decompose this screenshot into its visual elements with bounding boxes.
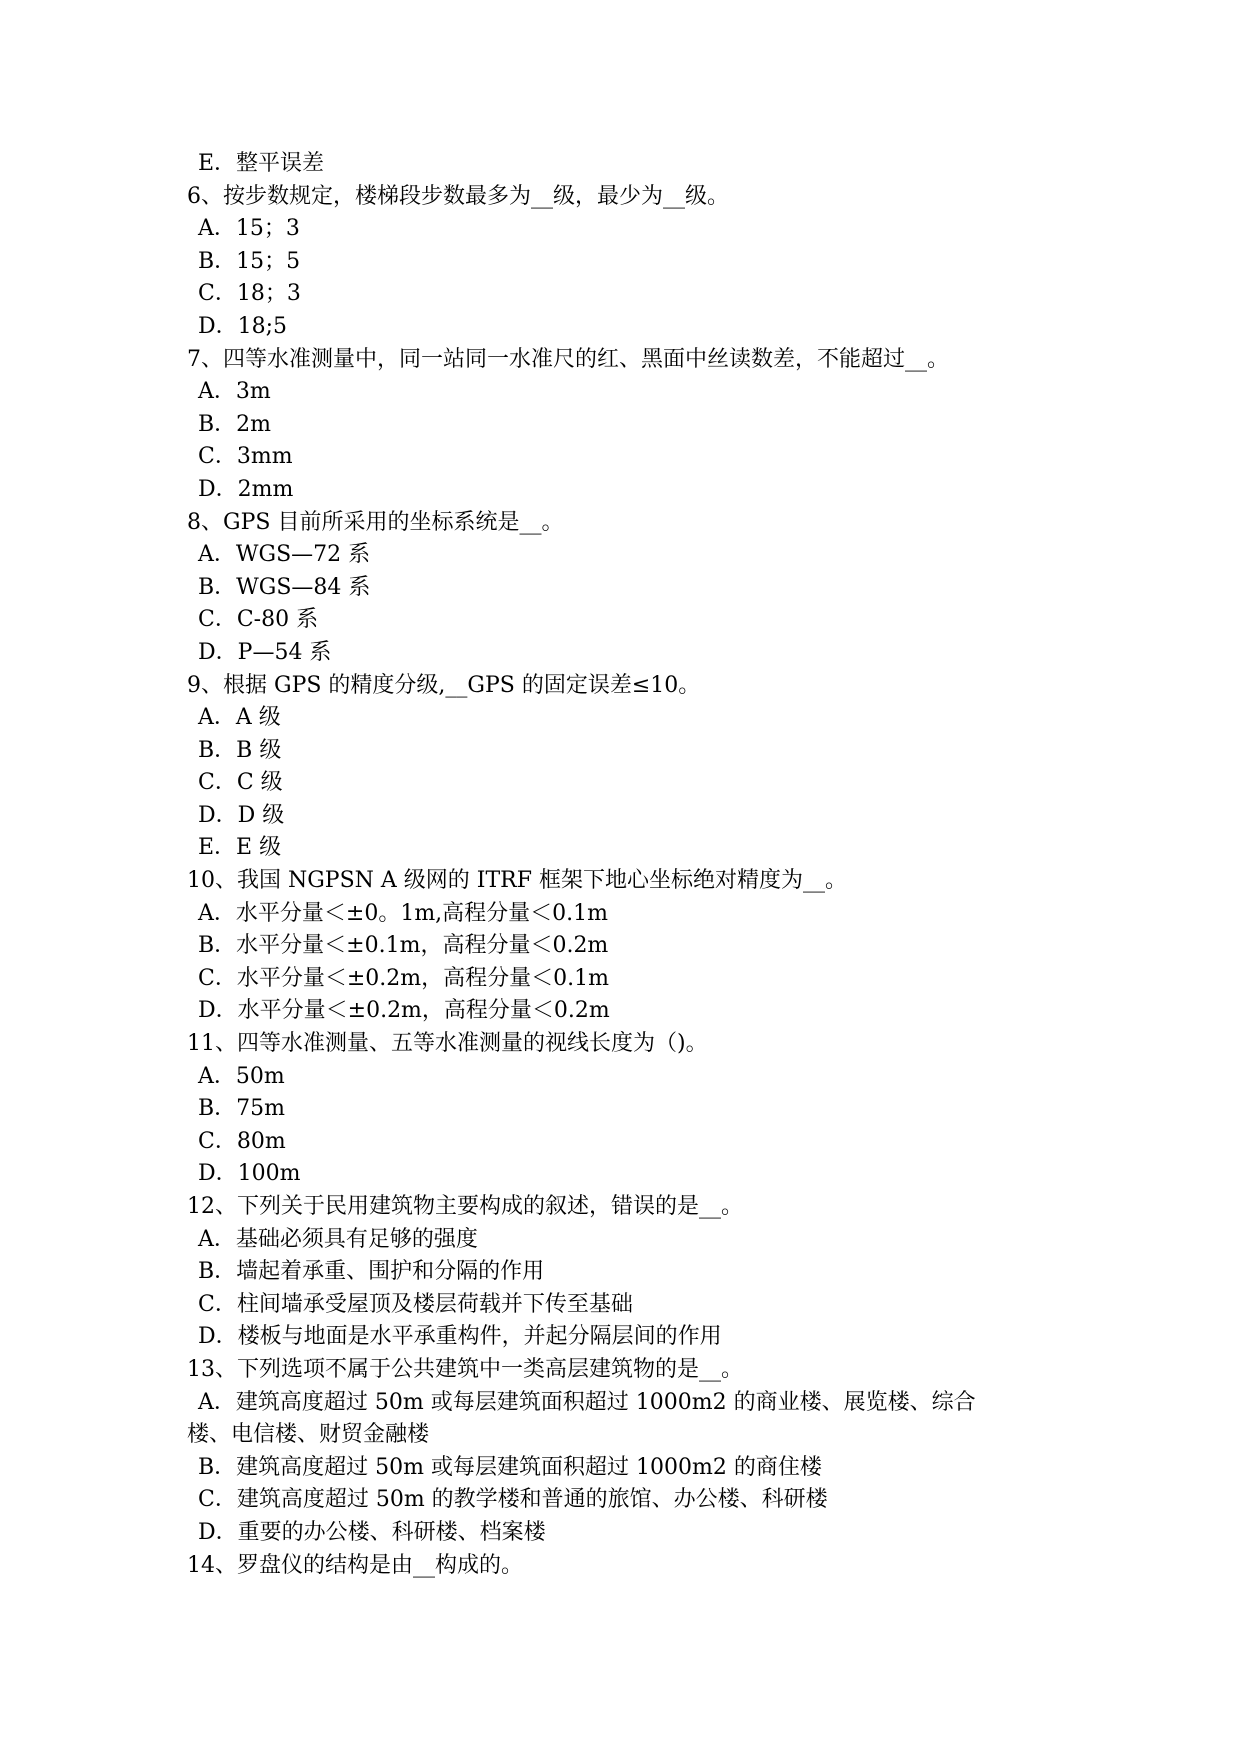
question-6: 6、按步数规定，楼梯段步数最多为__级，最少为__级。 bbox=[187, 183, 729, 209]
question-14: 14、罗盘仪的结构是由__构成的。 bbox=[187, 1552, 523, 1578]
option-c-q11: C．80m bbox=[198, 1128, 286, 1154]
document-page bbox=[187, 148, 1067, 1582]
option-c-q10: C．水平分量＜±0.2m，高程分量＜0.1m bbox=[198, 965, 609, 991]
question-11: 11、四等水准测量、五等水准测量的视线长度为（)。 bbox=[187, 1031, 708, 1057]
option-d-q8: D．P—54 系 bbox=[198, 639, 332, 665]
option-a-q9: A．A 级 bbox=[198, 705, 281, 731]
option-a-q13: A．建筑高度超过 50m 或每层建筑面积超过 1000m2 的商业楼、展览楼、综合 bbox=[198, 1389, 976, 1415]
question-12: 12、下列关于民用建筑物主要构成的叙述，错误的是__。 bbox=[187, 1194, 743, 1219]
option-b-q12: B．墙起着承重、围护和分隔的作用 bbox=[198, 1259, 545, 1285]
option-a-q11: A．50m bbox=[198, 1063, 285, 1089]
option-a-q8: A．WGS—72 系 bbox=[198, 542, 371, 568]
question-9: 9、根据 GPS 的精度分级,__GPS 的固定误差≤10。 bbox=[187, 672, 701, 698]
option-a-q6: A．15；3 bbox=[198, 216, 300, 242]
option-d-q11: D．100m bbox=[198, 1161, 301, 1187]
question-8: 8、GPS 目前所采用的坐标系统是__。 bbox=[187, 509, 564, 535]
option-a-q10: A．水平分量＜±0。1m,高程分量＜0.1m bbox=[198, 900, 609, 926]
option-b-q10: B．水平分量＜±0.1m，高程分量＜0.2m bbox=[198, 933, 609, 959]
option-c-q7: C．3mm bbox=[198, 444, 293, 470]
option-e-q9: E．E 级 bbox=[198, 835, 282, 861]
option-c-q12: C．柱间墙承受屋顶及楼层荷载并下传至基础 bbox=[198, 1291, 633, 1317]
question-7: 7、四等水准测量中，同一站同一水准尺的红、黑面中丝读数差，不能超过__。 bbox=[187, 346, 949, 372]
option-c-q9: C．C 级 bbox=[198, 770, 283, 796]
option-a-q12: A．基础必须具有足够的强度 bbox=[198, 1226, 478, 1252]
option-b-q13: B．建筑高度超过 50m 或每层建筑面积超过 1000m2 的商住楼 bbox=[198, 1454, 822, 1480]
option-b-q6: B．15；5 bbox=[198, 248, 301, 274]
option-d-q9: D．D 级 bbox=[198, 802, 285, 828]
option-b-q9: B．B 级 bbox=[198, 737, 282, 763]
option-d-q7: D．2mm bbox=[198, 476, 294, 502]
option-d-q6: D．18;5 bbox=[198, 313, 288, 339]
option-b-q8: B．WGS—84 系 bbox=[198, 574, 371, 600]
option-b-q7: B．2m bbox=[198, 411, 272, 437]
option-c-q6: C．18；3 bbox=[198, 281, 301, 307]
option-d-q12: D．楼板与地面是水平承重构件，并起分隔层间的作用 bbox=[198, 1324, 722, 1350]
option-b-q11: B．75m bbox=[198, 1096, 286, 1122]
option-d-q10: D．水平分量＜±0.2m，高程分量＜0.2m bbox=[198, 998, 610, 1024]
question-10: 10、我国 NGPSN A 级网的 ITRF 框架下地心坐标绝对精度为__。 bbox=[187, 868, 847, 894]
option-c-q8: C．C-80 系 bbox=[198, 607, 319, 633]
question-13: 13、下列选项不属于公共建筑中一类高层建筑物的是__。 bbox=[187, 1356, 743, 1382]
option-a-q7: A．3m bbox=[198, 379, 271, 405]
option-d-q13: D．重要的办公楼、科研楼、档案楼 bbox=[198, 1519, 546, 1545]
option-e-q5: E．整平误差 bbox=[198, 151, 325, 176]
option-a-q13-continuation: 楼、电信楼、财贸金融楼 bbox=[187, 1422, 430, 1448]
option-c-q13: C．建筑高度超过 50m 的教学楼和普通的旅馆、办公楼、科研楼 bbox=[198, 1487, 828, 1513]
